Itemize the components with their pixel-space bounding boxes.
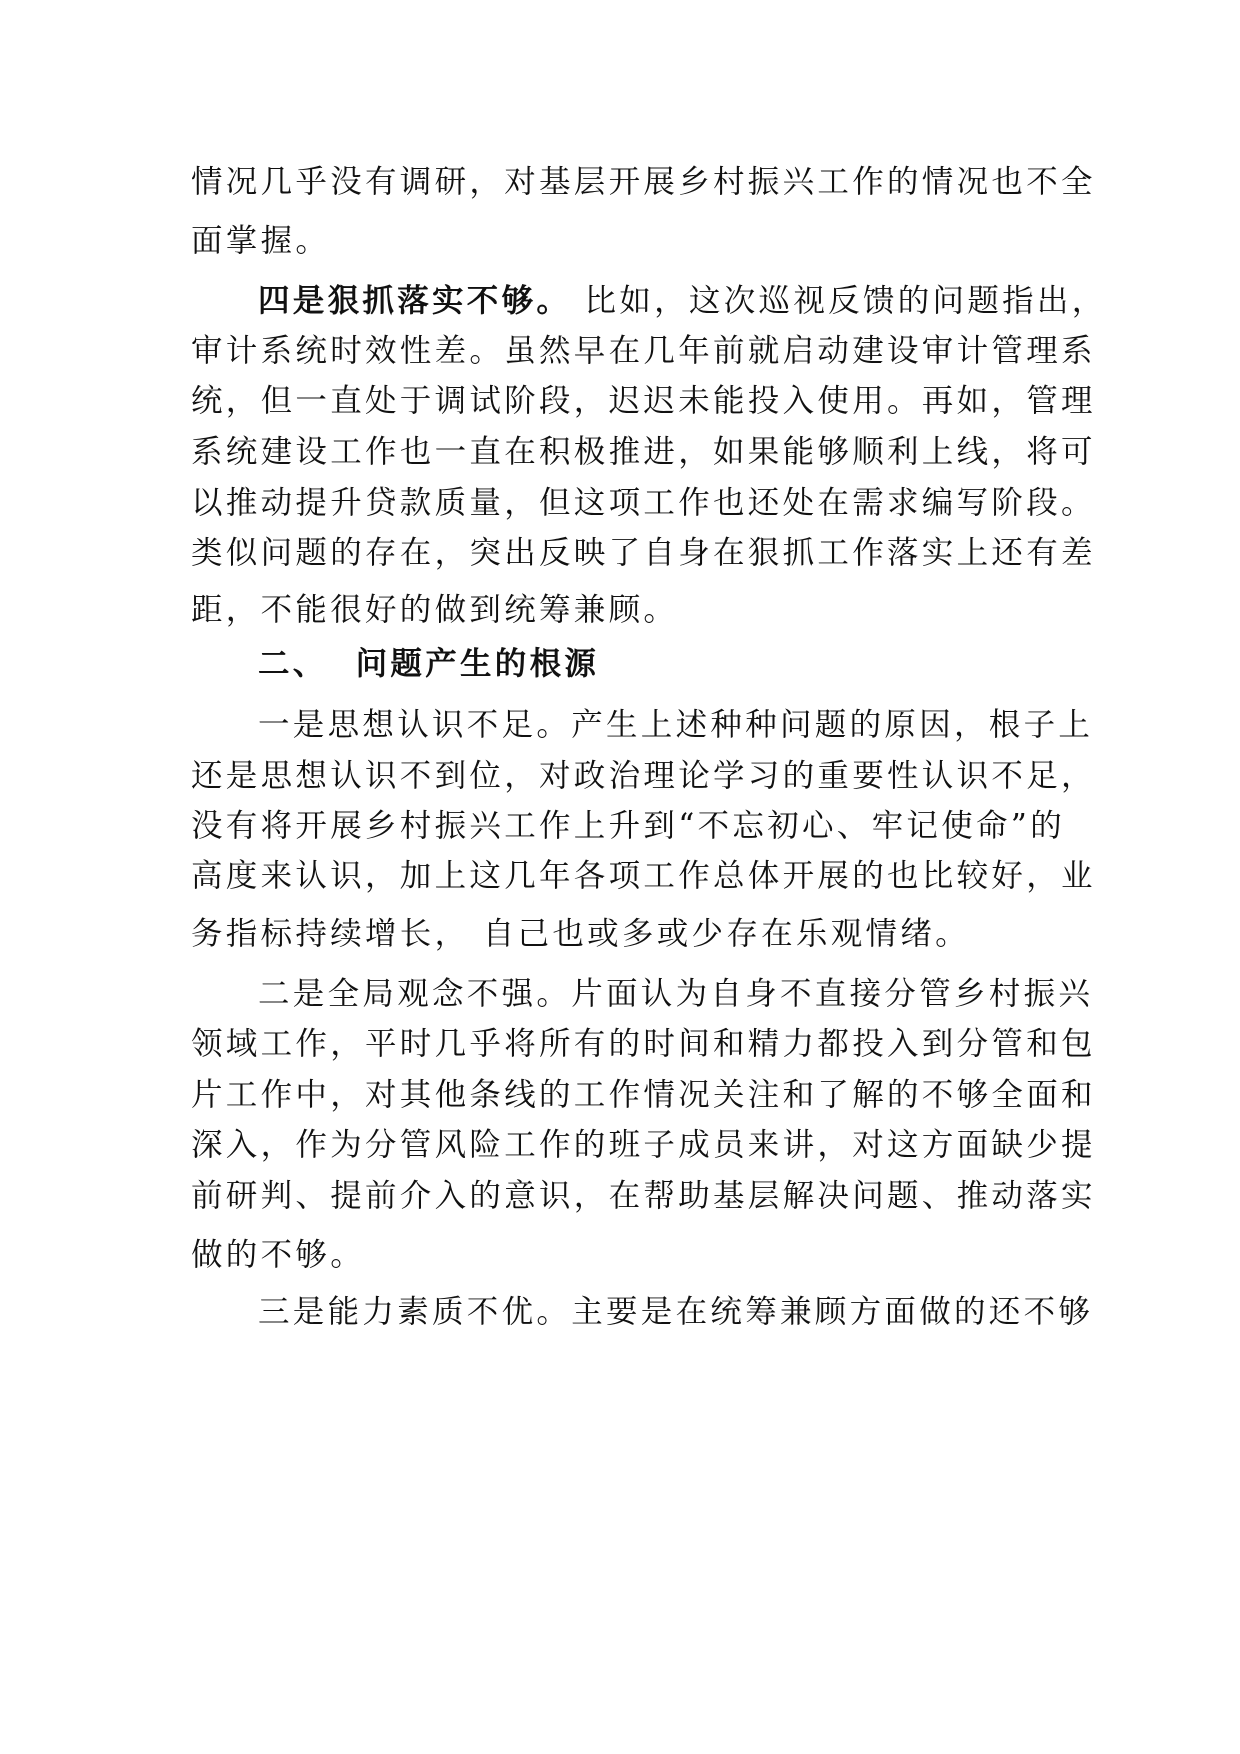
section-heading — [258, 644, 1061, 684]
paragraph-line: 以推动提升贷款质量，但这项工作也还处在需求编写阶段。 — [191, 485, 1096, 521]
section-number: 二、 — [258, 646, 328, 682]
paragraph-line: 一是思想认识不足。产生上述种种问题的原因，根子上 — [258, 707, 1094, 743]
paragraph-line: 类似问题的存在，突出反映了自身在狠抓工作落实上还有差 — [191, 535, 1096, 571]
paragraph-line: 审计系统时效性差。虽然早在几年前就启动建设审计管理系 — [191, 333, 1096, 369]
paragraph-text: 比如，这次巡视反馈的问题指出， — [571, 283, 1107, 319]
paragraph-four-first-line — [258, 281, 1107, 321]
paragraph-line: 没有将开展乡村振兴工作上升到“不忘初心、牢记使命”的 — [191, 808, 1066, 844]
paragraph-line: 领域工作，平时几乎将所有的时间和精力都投入到分管和包 — [191, 1026, 1096, 1062]
paragraph-line: 距，不能很好的做到统筹兼顾。 — [191, 592, 679, 628]
paragraph-line: 统，但一直处于调试阶段，迟迟未能投入使用。再如，管理 — [191, 383, 1096, 419]
paragraph-line: 片工作中，对其他条线的工作情况关注和了解的不够全面和 — [191, 1077, 1096, 1113]
paragraph-line: 三是能力素质不优。主要是在统筹兼顾方面做的还不够 — [258, 1294, 1094, 1330]
paragraph-line: 深入，作为分管风险工作的班子成员来讲，对这方面缺少提 — [191, 1127, 1096, 1163]
paragraph-line: 高度来认识，加上这几年各项工作总体开展的也比较好，业 — [191, 858, 1096, 894]
paragraph-line: 还是思想认识不到位，对政治理论学习的重要性认识不足， — [191, 758, 1096, 794]
paragraph-line: 面掌握。 — [191, 223, 331, 259]
paragraph-line: 前研判、提前介入的意识，在帮助基层解决问题、推动落实 — [191, 1178, 1096, 1214]
paragraph-line: 系统建设工作也一直在积极推进，如果能够顺利上线，将可 — [191, 434, 1096, 470]
paragraph-line: 二是全局观念不强。片面认为自身不直接分管乡村振兴 — [258, 976, 1094, 1012]
paragraph-line: 做的不够。 — [191, 1237, 366, 1273]
paragraph-heading: 四是狠抓落实不够。 — [258, 283, 572, 319]
paragraph-line: 务指标持续增长， 自己也或多或少存在乐观情绪。 — [191, 916, 970, 952]
section-title: 问题产生的根源 — [355, 646, 600, 682]
paragraph-line: 情况几乎没有调研，对基层开展乡村振兴工作的情况也不全 — [191, 164, 1096, 200]
